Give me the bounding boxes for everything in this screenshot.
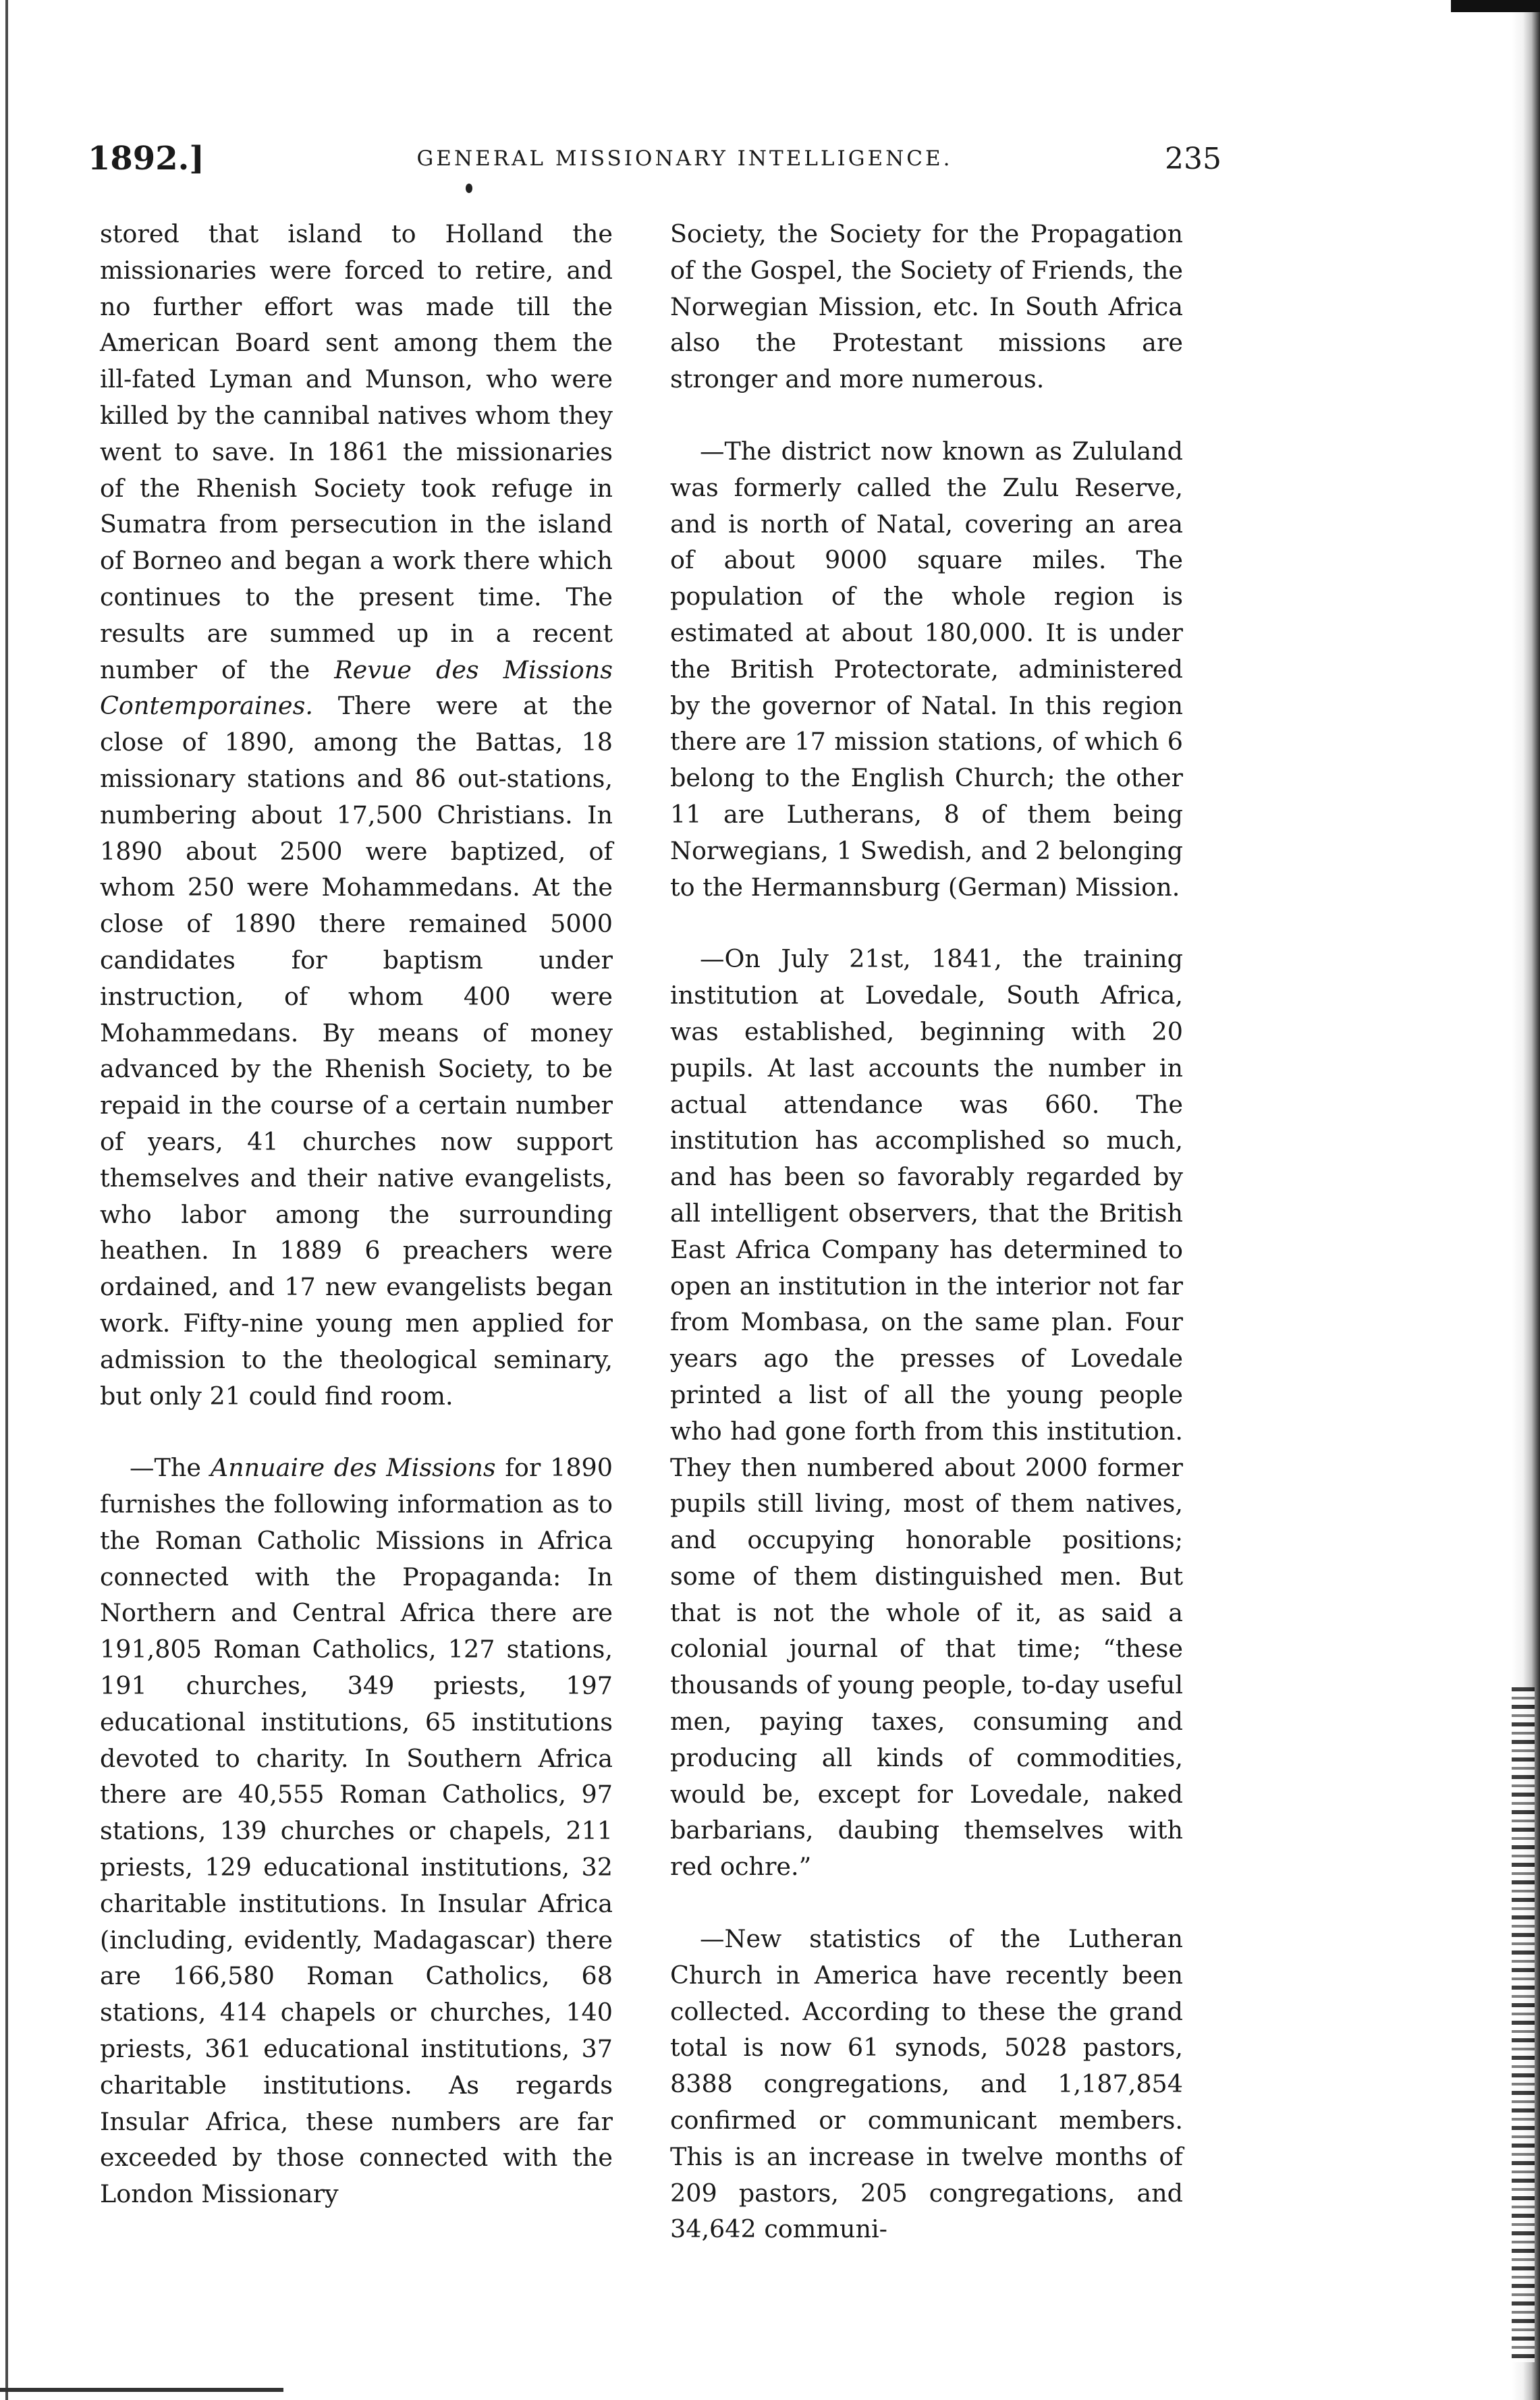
italic-title: Annuaire des Missions	[210, 1453, 496, 1483]
right-column	[670, 216, 1183, 2247]
paragraph-protestant-missions: Society, the Society for the Propagation of the Gospel, the Society of Friends, the Norwegian Mission, etc. In South Africa also the Protestant missions are stronger and more numerous.	[670, 219, 1183, 394]
scan-edge-bottom	[0, 2388, 283, 2392]
page-number: 235	[1165, 141, 1221, 176]
header-title: GENERAL MISSIONARY INTELLIGENCE.	[416, 146, 953, 171]
scan-edge-top	[1451, 0, 1540, 12]
italic-title: Revue des Missions Contemporaines.	[100, 655, 613, 721]
scan-noise	[1512, 1687, 1535, 2362]
paragraph-lutheran-statistics: —New statistics of the Lutheran Church in America have recently been collected. According to these the grand total is now 61 synods, 5028 pastors, 8388 congregations, and 1,187,854 confirmed or communicant members. This is an increase in twelve months of 209 pastors, 205 congregations, and 34,642 communi-	[670, 1924, 1183, 2244]
running-header	[88, 135, 1221, 182]
paragraph-zululand: —The district now known as Zululand was formerly called the Zulu Reserve, and is north of Natal, covering an area of about 9000 square miles. The population of the whole region is estimated at about 180,000. It is under the British Protectorate, administered by the governor of Natal. In this region there are 17 mission stations, of which 6 belong to the English Church; the other 11 are Lutherans, 8 of them being Norwegians, 1 Swedish, and 2 belonging to the Hermannsburg (German) Mission.	[670, 436, 1183, 902]
scan-edge-left	[5, 0, 8, 2400]
paragraph-rhenish-mission	[100, 216, 613, 1414]
paragraph-lovedale: —On July 21st, 1841, the training institution at Lovedale, South Africa, was established, beginning with 20 pupils. At last accounts the number in actual attendance was 660. The institution has accomplished so much, and has been so favorably regarded by all intelligent observers, that the British East Africa Company has determined to open an institution in the interior not far from Mombasa, on the same plan. Four years ago the presses of Lovedale printed a list of all the young people who had gone forth from this institution. They then numbered about 2000 former pupils still living, most of them natives, and occupying honorable positions; some of them distinguished men. But that is not the whole of it, as said a colonial journal of that time; “these thousands of young people, to-day useful men, paying taxes, consuming and producing all kinds of commodities, would be, except for Lovedale, naked barbarians, daubing themselves with red ochre.”	[670, 944, 1183, 1882]
left-column	[100, 216, 613, 2212]
text-run: There were at the close of 1890, among the Battas, 18 missionary stations and 86 out-stations, numbering about 17,500 Christians. In 1890 about 2500 were baptized, of whom 250 were Mohammedans. At the close of 1890 there remained 5000 candidates for baptism under instruction, of whom 400 were Mohammedans. By means of money advanced by the Rhenish Society, to be repaid in the course of a certain number of years, 41 churches now support themselves and their native evangelists, who labor among the surrounding heathen. In 1889 6 preachers were ordained, and 17 new evangelists began work. Fifty-nine young men applied for admission to the theological seminary, but only 21 could find room.	[100, 691, 613, 1411]
header-year: 1892.]	[88, 140, 205, 178]
text-run: —The	[130, 1453, 201, 1483]
text-run: stored that island to Holland the missionaries were forced to retire, and no further effort was made till the American Board sent among them the ill-fated Lyman and Munson, who were killed by the cannibal natives whom they went to save. In 1861 the missionaries of the Rhenish Society took refuge in Sumatra from persecution in the island of Borneo and began a work there which continues to the present time. The results are summed up in a recent number of the	[100, 219, 613, 684]
ink-dot	[466, 184, 472, 193]
text-run: for 1890 furnishes the following information as to the Roman Catholic Missions in Africa connected with the Propaganda: In Northern and Central Africa there are 191,805 Roman Catholics, 127 stations, 191 churches, 349 priests, 197 educational institutions, 65 institutions devoted to charity. In Southern Africa there are 40,555 Roman Catholics, 97 stations, 139 churches or chapels, 211 priests, 129 educational institutions, 32 charitable institutions. In Insular Africa (including, evidently, Madagascar) there are 166,580 Roman Catholics, 68 stations, 414 chapels or churches, 140 priests, 361 educational institutions, 37 charitable institutions. As regards Insular Africa, these numbers are far exceeded by those connected with the London Missionary	[100, 1453, 613, 2209]
paragraph-annuaire	[100, 1450, 613, 2212]
